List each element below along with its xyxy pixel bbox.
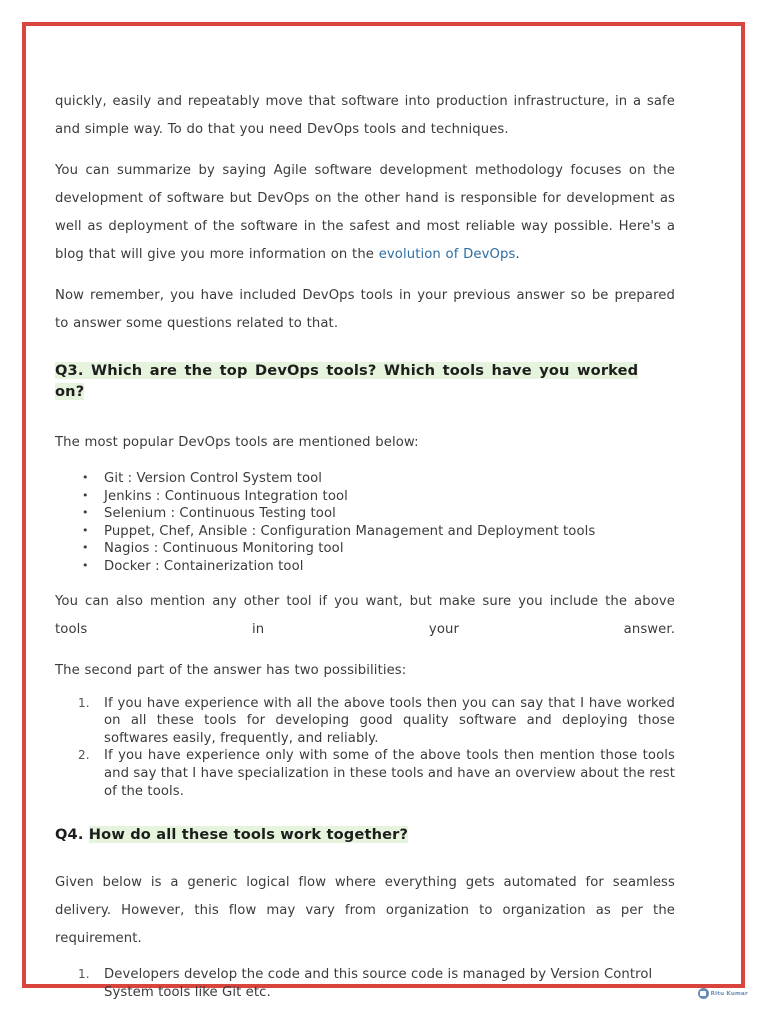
devops-tool-list [55, 470, 675, 576]
paragraph-second-part: The second part of the answer has two possibilities: [55, 662, 407, 678]
flow-step-list [55, 966, 675, 1001]
paragraph-now-remember: Now remember, you have included DevOps tools in your previous answer so be prepared to answer some questions related to that. [55, 288, 675, 331]
list-item: • Jenkins : Continuous Integration tool [104, 488, 675, 506]
possibilities-list [55, 695, 675, 801]
author-watermark [698, 988, 748, 999]
list-item: • Selenium : Continuous Testing tool [104, 505, 675, 523]
heading-q4 [55, 824, 675, 845]
list-item: • Git : Version Control System tool [104, 470, 675, 488]
heading-q3 [55, 360, 673, 402]
heading-q4-text: How do all these tools work together? [88, 826, 409, 844]
heading-q4-number: Q4. [55, 826, 84, 844]
paragraph-agile-text-before-link: You can summarize by saying Agile software development methodology focuses on the development of software but DevOps on the other hand is responsible for development as well as deployment of the software in the safest and most reliable way possible. Here's a blog that will give you more information on the [55, 163, 675, 262]
list-item: • Nagios : Continuous Monitoring tool [104, 540, 675, 558]
paragraph-agile-vs-devops [55, 157, 675, 269]
paragraph-intro-continuation: quickly, easily and repeatably move that software into production infrastructure, in a safe and simple way. To do that you need DevOps tools and techniques. [55, 94, 675, 137]
paragraph-mention-other-tools: You can also mention any other tool if you want, but make sure you include the above tools in your answer. [55, 593, 675, 637]
evolution-of-devops-link[interactable]: evolution of DevOps [378, 247, 516, 262]
paragraph-agile-text-after-link: . [515, 247, 520, 262]
watermark-logo-icon [698, 988, 709, 999]
list-item: If you have experience only with some of the above tools then mention those tools and say that I have specialization in these tools and have an overview about the rest of the tools. [104, 748, 675, 799]
heading-q3-number: Q3. [55, 362, 84, 379]
list-item: Developers develop the code and this source code is managed by Version Control System tools like Git etc. [104, 967, 653, 1000]
watermark-text: Ritu Kumar [710, 990, 748, 997]
heading-q3-text: Which are the top DevOps tools? Which tools have you worked on? [55, 362, 639, 400]
list-item: • Puppet, Chef, Ansible : Configuration Management and Deployment tools [104, 523, 675, 541]
paragraph-generic-logical-flow: Given below is a generic logical flow where everything gets automated for seamless delivery. However, this flow may vary from organization to organization as per the requirement. [55, 875, 675, 947]
paragraph-most-popular-tools: The most popular DevOps tools are mentioned below: [55, 435, 419, 450]
document-content [55, 88, 675, 1001]
list-item: If you have experience with all the above tools then you can say that I have worked on all these tools for developing good quality software and deploying those softwares easily, frequently, and reliably. [104, 695, 675, 746]
spacer [55, 576, 675, 588]
list-item: • Docker : Containerization tool [104, 558, 675, 576]
